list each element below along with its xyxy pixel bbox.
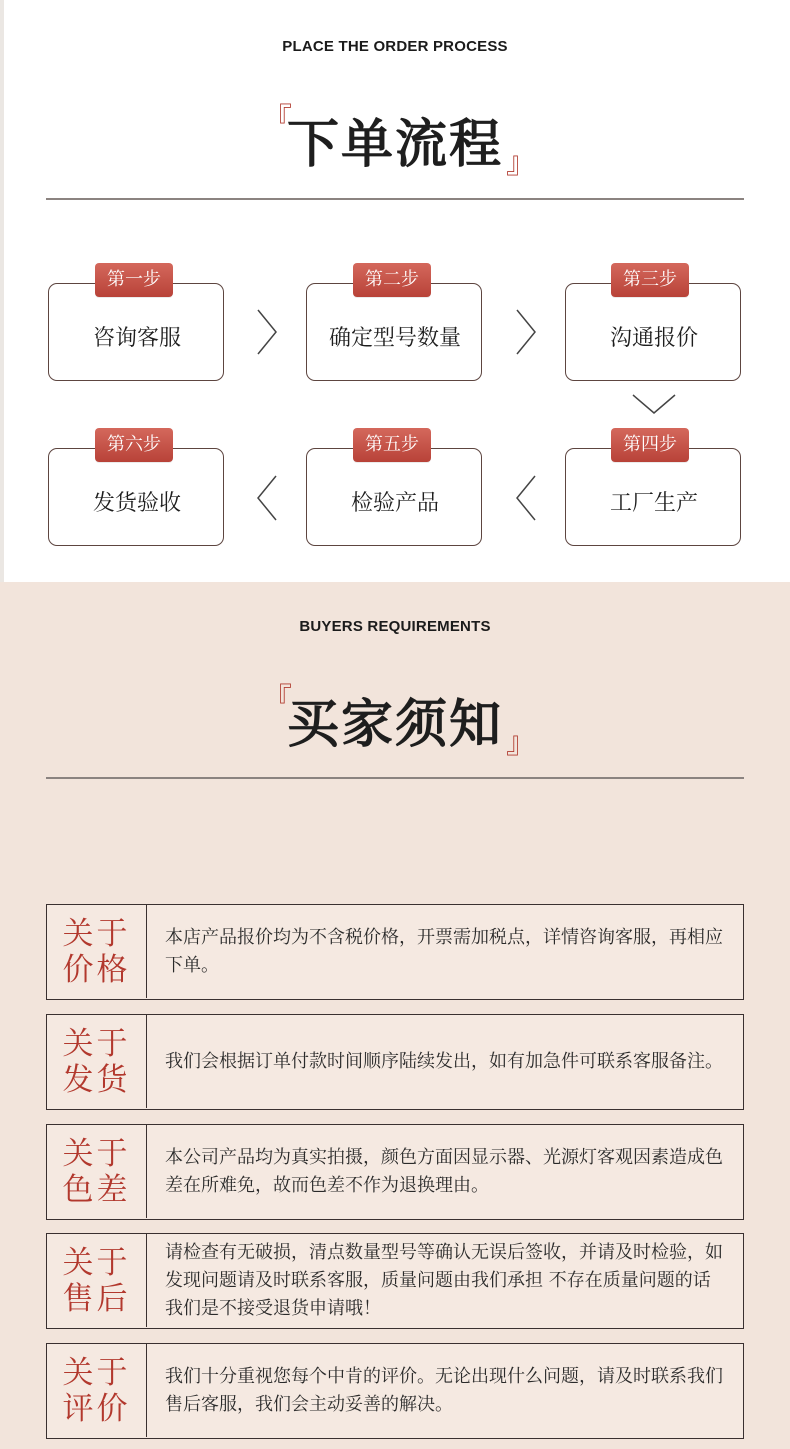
notice-label-line: 价格 bbox=[62, 952, 131, 988]
order-process-en-title: PLACE THE ORDER PROCESS bbox=[282, 38, 508, 55]
notice-price-text bbox=[165, 905, 723, 999]
step-4-badge: 第四步 bbox=[611, 428, 689, 462]
notice-label-line: 售后 bbox=[62, 1281, 131, 1317]
notice-text-content: 我们十分重视您每个中肯的评价。无论出现什么问题，请及时联系我们售后客服，我们会主动妥善的解决。 bbox=[165, 1366, 723, 1415]
chevron-left-icon bbox=[255, 473, 279, 523]
notice-color bbox=[46, 1124, 744, 1220]
step-6-box bbox=[48, 448, 224, 546]
notice-color-label bbox=[47, 1125, 147, 1218]
notice-label-line: 关于 bbox=[62, 1136, 131, 1172]
chevron-right-icon bbox=[514, 307, 538, 357]
notice-text-content: 请检查有无破损，清点数量型号等确认无误后签收，并请及时检验，如发现问题请及时联系客服，质量问题由我们承担 不存在质量问题的话 我们是不接受退货申请哦！ bbox=[165, 1242, 723, 1319]
chevron-left-icon bbox=[514, 473, 538, 523]
notice-shipping-label bbox=[47, 1015, 147, 1108]
step-4-box bbox=[565, 448, 741, 546]
notice-after-sales-label bbox=[47, 1234, 147, 1327]
title-bracket-close: 』 bbox=[506, 146, 536, 181]
notice-shipping-text bbox=[165, 1015, 723, 1109]
notice-price-label bbox=[47, 905, 147, 998]
step-6-label: 发货验收 bbox=[92, 491, 181, 516]
notice-text-content: 本店产品报价均为不含税价格，开票需加税点，详情咨询客服，再相应下单。 bbox=[165, 927, 723, 976]
chevron-right-icon bbox=[255, 307, 279, 357]
step-5-box bbox=[306, 448, 482, 546]
chevron-down-icon bbox=[630, 392, 678, 416]
notice-review-label bbox=[47, 1344, 147, 1437]
title-bracket-close: 』 bbox=[506, 726, 536, 761]
notice-color-text bbox=[165, 1125, 723, 1219]
title-bracket-open: 『 bbox=[262, 682, 292, 717]
step-2-label: 确定型号数量 bbox=[328, 326, 461, 351]
notice-review-text bbox=[165, 1344, 723, 1438]
notice-after-sales bbox=[46, 1233, 744, 1329]
title-bracket-open: 『 bbox=[262, 102, 292, 137]
step-4-label: 工厂生产 bbox=[609, 491, 698, 516]
notice-after-sales-text bbox=[165, 1234, 723, 1328]
order-process-divider bbox=[46, 198, 744, 200]
step-5-badge: 第五步 bbox=[353, 428, 431, 462]
order-process-cn-title: 下单流程 bbox=[286, 115, 503, 175]
notice-label-line: 关于 bbox=[62, 916, 131, 952]
notice-label-line: 关于 bbox=[62, 1245, 131, 1281]
notice-label-line: 评价 bbox=[62, 1391, 131, 1427]
notice-text-content: 我们会根据订单付款时间顺序陆续发出，如有加急件可联系客服备注。 bbox=[165, 1051, 723, 1072]
step-3-badge: 第三步 bbox=[611, 263, 689, 297]
buyers-en-title: BUYERS REQUIREMENTS bbox=[299, 618, 491, 635]
notice-label-line: 关于 bbox=[62, 1355, 131, 1391]
notice-text-content: 本公司产品均为真实拍摄，颜色方面因显示器、光源灯客观因素造成色差在所难免，故而色差不作为退换理由。 bbox=[165, 1147, 723, 1196]
step-3-label: 沟通报价 bbox=[609, 326, 698, 351]
buyers-divider bbox=[46, 777, 744, 779]
notice-label-line: 发货 bbox=[62, 1062, 131, 1098]
step-1-box bbox=[48, 283, 224, 381]
buyers-cn-title: 买家须知 bbox=[286, 695, 503, 755]
notice-label-line: 色差 bbox=[62, 1172, 131, 1208]
step-1-label: 咨询客服 bbox=[92, 326, 181, 351]
notice-review bbox=[46, 1343, 744, 1439]
step-2-badge: 第二步 bbox=[353, 263, 431, 297]
notice-label-line: 关于 bbox=[62, 1026, 131, 1062]
step-1-badge: 第一步 bbox=[95, 263, 173, 297]
notice-price bbox=[46, 904, 744, 1000]
step-6-badge: 第六步 bbox=[95, 428, 173, 462]
notice-shipping bbox=[46, 1014, 744, 1110]
step-5-label: 检验产品 bbox=[350, 491, 439, 516]
step-3-box bbox=[565, 283, 741, 381]
step-2-box bbox=[306, 283, 482, 381]
